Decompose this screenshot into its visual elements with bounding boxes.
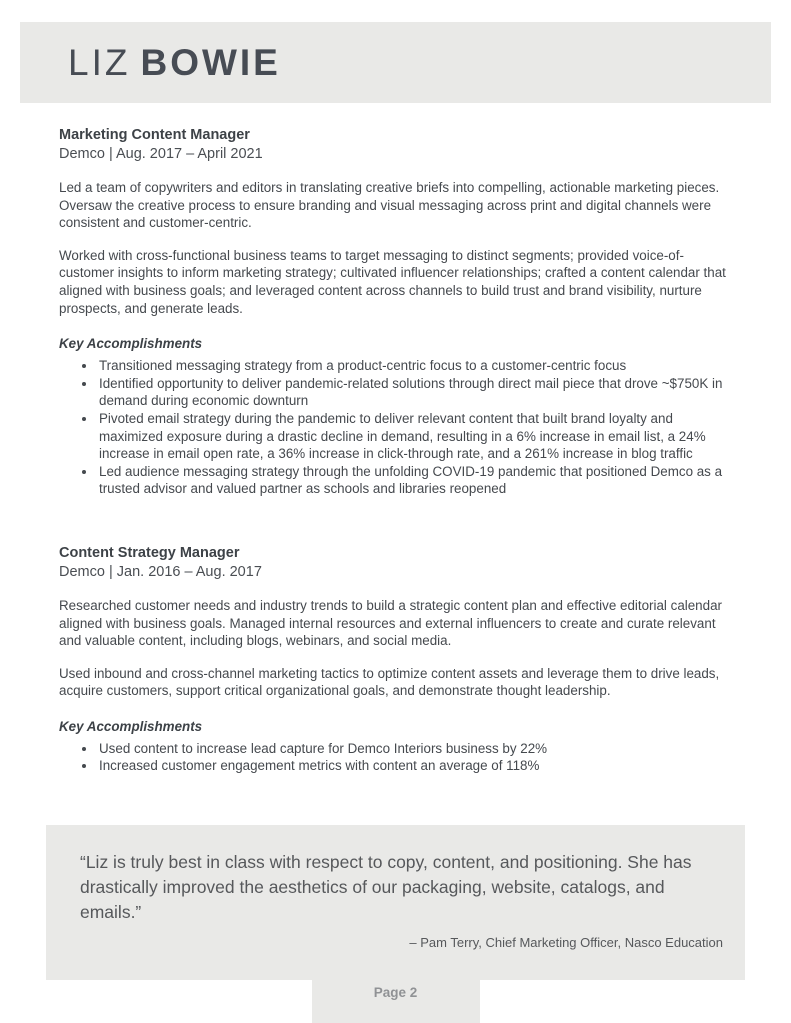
resume-body [59, 126, 735, 775]
job-section-marketing-content-manager [59, 126, 735, 498]
job-title: Marketing Content Manager [59, 127, 250, 143]
accomplishments-list [59, 740, 735, 775]
accomplishment-item: • Identified opportunity to deliver pandemic-related solutions through direct mail piece that drove ~$750K in demand during economic downturn [97, 375, 735, 410]
key-accomplishments-heading: Key Accomplishments [59, 718, 203, 734]
testimonial-attribution: – Pam Terry, Chief Marketing Officer, Nasco Education [409, 935, 723, 951]
job-title: Content Strategy Manager [59, 544, 240, 561]
first-name: LIZ [68, 41, 131, 83]
key-accomplishments-heading: Key Accomplishments [59, 336, 203, 352]
person-name [68, 42, 281, 84]
accomplishment-item: • Used content to increase lead capture for Demco Interiors business by 22% [97, 740, 735, 758]
job-section-content-strategy-manager [59, 544, 735, 775]
accomplishment-item: • Led audience messaging strategy through the unfolding COVID-19 pandemic that positioned Demco as a trusted advisor and valued partner as schools and libraries reopened [97, 463, 735, 498]
accomplishment-item: • Increased customer engagement metrics with content an average of 118% [97, 757, 735, 775]
job-description-paragraph: Worked with cross-functional business teams to target messaging to distinct segments; provided voice-of-customer insights to inform marketing strategy; cultivated influencer relationships; crafted a content calendar that aligned with business goals; and leveraged content across channels to build trust and brand visibility, nurture prospects, and generate leads. [59, 247, 726, 316]
job-company-dates: Demco | Jan. 2016 – Aug. 2017 [59, 563, 262, 580]
page-number-label: Page 2 [373, 985, 418, 1000]
job-company-dates: Demco | Aug. 2017 – April 2021 [59, 146, 263, 162]
accomplishment-item: • Transitioned messaging strategy from a product-centric focus to a customer-centric focus [97, 357, 735, 375]
page-number-footer [312, 973, 480, 1023]
testimonial-quote-block [46, 825, 745, 980]
job-description-paragraph: Used inbound and cross-channel marketing tactics to optimize content assets and leverage them to drive leads, acquire customers, support critical organizational goals, and demonstrate thought leadership. [59, 665, 720, 699]
testimonial-text: “Liz is truly best in class with respect to copy, content, and positioning. She has drastically improved the aesthetics of our packaging, website, catalogs, and emails.” [80, 852, 692, 923]
header-band [20, 22, 771, 103]
job-description-paragraph: Led a team of copywriters and editors in translating creative briefs into compelling, actionable marketing pieces. Oversaw the creative process to ensure branding and visual messaging across print and digital channels were consistent and customer-centric. [59, 180, 720, 231]
accomplishments-list [59, 357, 735, 498]
accomplishment-item: • Pivoted email strategy during the pandemic to deliver relevant content that built brand loyalty and maximized exposure during a drastic decline in demand, resulting in a 6% increase in email list, a 24% increase in email open rate, a 36% increase in click-through rate, and a 261% increase in blog traffic [97, 410, 735, 463]
job-description-paragraph: Researched customer needs and industry trends to build a strategic content plan and effective editorial calendar aligned with business goals. Managed internal resources and external influencers to create and curate relevant and valuable content, including blogs, webinars, and social media. [59, 597, 722, 649]
last-name: BOWIE [140, 41, 281, 83]
